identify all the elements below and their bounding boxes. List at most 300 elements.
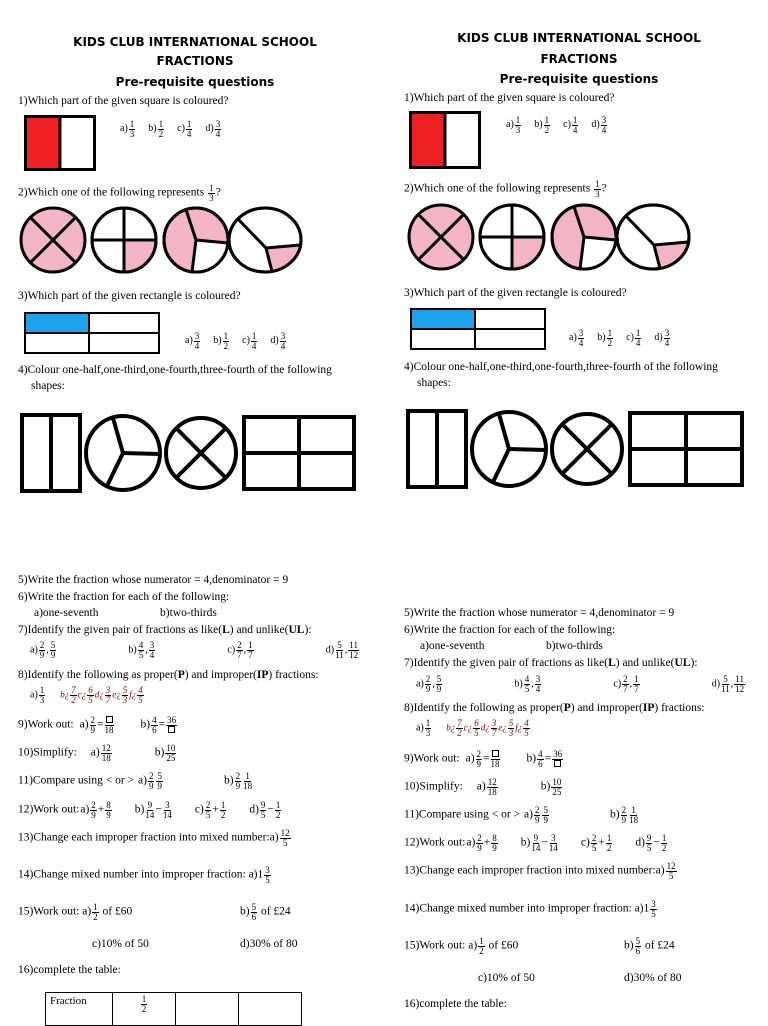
table-cell[interactable]: $\frac{1}{2}$ (113, 993, 176, 1026)
numerator: 1 (661, 833, 667, 843)
q4-text-line2: shapes: (417, 377, 451, 389)
q7-options (30, 641, 360, 659)
option-label: c) (580, 836, 590, 849)
numerator: 1 (220, 800, 226, 810)
q15-b: b) $\frac{5}{6}$ of £24 (624, 936, 675, 956)
q3-text: 3)Which part of the given rectangle is coloured? (404, 287, 627, 299)
q13: 13)Change each improper fraction into mixed number:a) $\frac{12}{5}$ (404, 861, 676, 881)
denominator: 5 (524, 683, 530, 694)
q1-option (148, 119, 165, 139)
denominator: 9 (436, 683, 442, 694)
q1-option (563, 115, 579, 135)
denominator: 2 (158, 128, 164, 139)
numerator: 9 (646, 833, 652, 843)
option-label: d¿ (94, 689, 104, 700)
numerator: 5 (50, 640, 56, 650)
q9 (18, 716, 178, 734)
denominator: 9 (534, 814, 540, 825)
fraction (101, 744, 112, 762)
option-label: a) (506, 119, 514, 131)
operator: + (212, 803, 219, 816)
numerator: 7 (71, 685, 76, 695)
fraction (236, 641, 243, 659)
option-label: d) (249, 803, 259, 816)
numerator: 7 (457, 718, 462, 728)
option-label: d) (270, 335, 279, 347)
denominator: 11 (721, 683, 730, 694)
answer-box (554, 760, 561, 769)
numerator: 3 (194, 331, 200, 341)
denominator: 7 (623, 683, 628, 694)
denominator: 9 (425, 683, 431, 694)
table-cell[interactable] (176, 993, 239, 1026)
fraction (138, 641, 145, 659)
q7-option (613, 675, 640, 693)
question-text: 12)Work out: (404, 836, 466, 849)
fraction (194, 332, 201, 350)
option-label: a) (416, 722, 424, 734)
numerator: 2 (425, 674, 431, 684)
fraction (456, 719, 463, 737)
fraction (523, 719, 530, 737)
subtitle: Pre-requisite questions (115, 75, 275, 89)
option-label: b¿ (60, 689, 70, 700)
q15-d: d)30% of 80 (240, 938, 298, 950)
q5-text: 5)Write the fraction whose numerator = 4,denominator = 9 (18, 574, 289, 586)
fraction (606, 834, 613, 852)
operator: − (267, 803, 274, 816)
option-label: d) (654, 332, 663, 344)
fraction (129, 120, 136, 138)
operator: − (653, 836, 660, 849)
separator: , (629, 678, 633, 690)
denominator: 6 (538, 758, 543, 769)
numerator: 12 (101, 743, 111, 753)
option-label: c) (177, 123, 185, 135)
denominator: 4 (194, 340, 200, 351)
q1-text: 1)Which part of the given square is coloured? (404, 92, 615, 104)
q3-text: 3)Which part of the given rectangle is coloured? (18, 290, 241, 302)
q6-b: b)two-thirds (160, 607, 217, 619)
option-label: d) (325, 644, 335, 656)
numerator: 2 (91, 800, 96, 810)
fraction (90, 801, 97, 819)
option-label: a) (138, 774, 147, 787)
numerator: 4 (138, 640, 144, 650)
numerator: 1 (251, 331, 257, 341)
operator: + (598, 836, 605, 849)
question-text: 10)Simplify: (18, 746, 77, 759)
numerator: 1 (158, 119, 164, 129)
fraction (223, 332, 230, 350)
fraction (476, 834, 483, 852)
denominator: 9 (91, 809, 96, 820)
fraction (552, 750, 563, 768)
separator: , (46, 644, 49, 656)
fraction (661, 834, 668, 852)
denominator: 9 (235, 780, 241, 791)
fraction (601, 116, 608, 134)
fraction (436, 675, 443, 693)
option-label: a) (30, 644, 38, 656)
question-text: 9)Work out: (18, 718, 74, 731)
numerator: 3 (165, 800, 170, 810)
q1-option (506, 115, 522, 135)
fraction (70, 686, 77, 704)
numerator: 1 (248, 640, 253, 650)
fraction (260, 801, 267, 819)
q1-square-figure (24, 115, 96, 171)
q8-options (30, 686, 145, 704)
denominator: 7 (491, 727, 497, 738)
fraction (145, 801, 154, 819)
numerator: 1 (634, 674, 639, 684)
q7-option (326, 641, 360, 659)
q3-options (185, 332, 299, 350)
fraction (491, 719, 498, 737)
q14: 14)Change mixed number into improper fraction: a)1 $\frac{3}{5}$ (404, 899, 656, 919)
option-label: c¿ (463, 722, 473, 733)
option-label: b) (540, 780, 551, 793)
denominator: 12 (349, 649, 359, 660)
fraction (251, 332, 258, 350)
q8-options (416, 719, 531, 737)
fraction (635, 329, 642, 347)
denominator: 14 (531, 842, 541, 853)
numerator: 2 (621, 805, 627, 815)
q10 (404, 778, 563, 796)
fraction (280, 332, 287, 350)
option-label: b) (520, 836, 531, 849)
numerator: 2 (90, 715, 96, 725)
worksheet-left (0, 0, 384, 1024)
denominator: 4 (578, 337, 584, 348)
numerator: 5 (157, 771, 162, 781)
option-label: e¿ (112, 689, 121, 700)
fraction (622, 675, 629, 693)
numerator: 9 (260, 800, 266, 810)
denominator: 4 (186, 128, 192, 139)
q6-a: a)one-seventh (420, 640, 485, 652)
option-label: a) (416, 678, 424, 690)
q7-option (30, 641, 57, 659)
option-label: d) (205, 123, 214, 135)
numerator: 5 (508, 718, 514, 728)
q4-shapes-figure (18, 412, 358, 494)
numerator: 2 (591, 833, 597, 843)
numerator: 1 (129, 119, 135, 129)
option-label: a) (524, 808, 533, 821)
numerator: 2 (148, 771, 154, 781)
q8-text: 8)Identify the following as proper(P) and improper(IP) fractions: (18, 669, 319, 681)
fraction (105, 716, 114, 734)
denominator: 2 (544, 124, 550, 135)
numerator: 11 (735, 674, 744, 684)
numerator: 4 (538, 749, 543, 759)
fraction (166, 716, 177, 734)
topic-title: FRACTIONS (540, 52, 618, 66)
table-cell[interactable] (239, 993, 302, 1026)
option-label: b) (128, 644, 137, 656)
fraction (425, 719, 432, 737)
q1-option (205, 119, 222, 139)
option-label: b) (134, 803, 145, 816)
fraction (629, 806, 638, 824)
fraction (39, 641, 46, 659)
fraction (721, 675, 730, 693)
denominator: 9 (50, 649, 56, 660)
fraction (165, 744, 176, 762)
numerator: 3 (551, 833, 556, 843)
numerator: 1 (631, 805, 636, 815)
option-label: a) (79, 718, 89, 731)
numerator: 1 (39, 685, 45, 695)
option-label: a) (120, 123, 128, 135)
fraction (535, 675, 542, 693)
separator: , (243, 644, 247, 656)
numerator: 3 (601, 115, 607, 125)
denominator: 5 (474, 727, 479, 738)
denominator: 18 (490, 758, 500, 769)
fraction (473, 719, 480, 737)
q5-text: 5)Write the fraction whose numerator = 4,denominator = 9 (404, 607, 675, 619)
denominator: 25 (552, 786, 562, 797)
q7-options (416, 675, 746, 693)
numerator: 4 (152, 715, 157, 725)
numerator: 12 (487, 777, 497, 787)
fraction (425, 675, 432, 693)
denominator: 2 (223, 340, 229, 351)
q3-option (626, 328, 642, 348)
denominator: 3 (129, 128, 135, 139)
numerator: 5 (543, 805, 548, 815)
q2-text: 2)Which one of the following represents $\frac{1}{3}$ ? (18, 183, 221, 203)
fraction (549, 834, 558, 852)
fraction (524, 675, 531, 693)
numerator: 2 (237, 640, 242, 650)
denominator: 18 (629, 814, 639, 825)
denominator: 3 (122, 694, 128, 705)
q6-text: 6)Write the fraction for each of the following: (18, 591, 230, 603)
q15-c: c)10% of 50 (92, 938, 149, 950)
denominator: 4 (572, 124, 578, 135)
option-label: b) (597, 332, 606, 344)
denominator: 2 (220, 809, 226, 820)
numerator: 5 (436, 674, 442, 684)
separator: , (145, 644, 148, 656)
numerator: 8 (106, 800, 111, 810)
fraction (156, 772, 163, 790)
option-label: b) (534, 119, 543, 131)
q1-option (591, 115, 608, 135)
numerator: 3 (215, 119, 221, 129)
denominator: 9 (106, 809, 111, 820)
option-label: c¿ (77, 689, 87, 700)
numerator: 2 (235, 771, 241, 781)
denominator: 7 (105, 694, 111, 705)
fraction (607, 329, 614, 347)
q2-circles-figure (404, 201, 694, 273)
answer-box (168, 726, 175, 735)
option-label: b) (148, 123, 157, 135)
option-label: a) (185, 335, 193, 347)
q7-option (712, 675, 746, 693)
option-label: a) (30, 689, 38, 701)
q1-text: 1)Which part of the given square is coloured? (18, 95, 229, 107)
q3-options (569, 329, 683, 347)
option-label: b) (514, 678, 523, 690)
numerator: 9 (147, 800, 153, 810)
fraction (508, 719, 515, 737)
denominator: 7 (634, 683, 639, 694)
numerator: 5 (122, 685, 128, 695)
denominator: 18 (487, 786, 497, 797)
numerator: 8 (492, 833, 497, 843)
denominator: 4 (251, 340, 257, 351)
q10 (18, 744, 177, 762)
school-name: KIDS CLUB INTERNATIONAL SCHOOL (457, 31, 701, 45)
fraction (734, 675, 745, 693)
numerator: 2 (534, 805, 540, 815)
denominator: 14 (145, 809, 155, 820)
option-label: a) (569, 332, 577, 344)
q2-text: 2)Which one of the following represents $\frac{1}{3}$ ? (404, 179, 607, 199)
denominator: 9 (39, 649, 45, 660)
fraction (534, 806, 541, 824)
fraction (220, 801, 227, 819)
denominator: 5 (88, 694, 93, 705)
numerator: 3 (664, 328, 670, 338)
q1-option (177, 119, 193, 139)
q3-option (597, 328, 614, 348)
option-label: d) (711, 678, 721, 690)
numerator: 1 (275, 800, 281, 810)
denominator: 5 (646, 842, 652, 853)
q11 (404, 806, 639, 824)
fraction (205, 801, 212, 819)
equals: = (544, 752, 552, 765)
fraction (646, 834, 653, 852)
fraction (335, 641, 344, 659)
q1-option (534, 115, 551, 135)
fraction (275, 801, 282, 819)
topic-title: FRACTIONS (156, 54, 234, 68)
option-label: f¿ (129, 689, 137, 700)
numerator: 4 (138, 685, 143, 695)
denominator: 18 (243, 780, 253, 791)
table-row-label: Fraction (46, 993, 113, 1026)
q7-option (128, 641, 156, 659)
denominator: 3 (508, 727, 514, 738)
q6-a: a)one-seventh (34, 607, 99, 619)
denominator: 9 (157, 780, 162, 791)
numerator: 3 (491, 718, 497, 728)
denominator: 4 (149, 649, 155, 660)
question-text: 9)Work out: (404, 752, 460, 765)
option-label: c) (227, 644, 236, 656)
option-label: b) (526, 752, 537, 765)
denominator: 4 (635, 337, 641, 348)
denominator: 2 (275, 809, 281, 820)
fraction (578, 329, 585, 347)
numerator: 9 (533, 833, 539, 843)
fraction (551, 778, 562, 796)
q11 (18, 772, 253, 790)
q16-table (45, 992, 302, 1026)
denominator: 18 (104, 724, 114, 735)
option-label: c) (563, 119, 571, 131)
equals: = (483, 752, 490, 765)
separator: , (531, 678, 534, 690)
fraction (105, 801, 112, 819)
separator: , (344, 644, 348, 656)
equals: = (97, 718, 104, 731)
numerator: 6 (474, 718, 479, 728)
denominator: 4 (601, 124, 607, 135)
q3-option (654, 328, 671, 348)
numerator: 10 (552, 777, 562, 787)
denominator: 4 (280, 340, 286, 351)
denominator: 3 (39, 694, 45, 705)
numerator: 2 (477, 833, 482, 843)
fraction (148, 772, 155, 790)
q12 (18, 801, 282, 819)
denominator: 2 (661, 842, 667, 853)
q7-option (227, 641, 254, 659)
fraction (243, 772, 252, 790)
q4-shapes-figure (404, 408, 748, 490)
q4-text-line1: 4)Colour one-half,one-third,one-fourth,three-fourth of the following (18, 364, 332, 376)
denominator: 2 (607, 337, 613, 348)
denominator: 5 (260, 809, 266, 820)
q3-option (185, 331, 201, 351)
denominator: 7 (237, 649, 242, 660)
fraction (149, 641, 156, 659)
numerator: 4 (524, 718, 529, 728)
option-label: c) (194, 803, 204, 816)
fraction (90, 716, 97, 734)
fraction (87, 686, 94, 704)
fraction (515, 116, 522, 134)
numerator: 36 (167, 715, 177, 725)
numerator: 5 (337, 640, 342, 650)
fraction (487, 778, 498, 796)
fraction (348, 641, 359, 659)
option-label: d¿ (480, 722, 490, 733)
operator: − (541, 836, 548, 849)
denominator: 12 (735, 683, 745, 694)
option-label: b¿ (446, 722, 456, 733)
q3-rectangle-figure (410, 308, 546, 350)
option-label: b) (223, 774, 234, 787)
q2-circles-figure (16, 205, 306, 275)
q3-option (213, 331, 230, 351)
numerator: 6 (88, 685, 93, 695)
q3-option (270, 331, 287, 351)
option-label: b) (140, 718, 151, 731)
fraction (158, 120, 165, 138)
denominator: 9 (621, 814, 627, 825)
operator: − (155, 803, 162, 816)
fraction (235, 772, 242, 790)
fraction (491, 750, 500, 768)
option-label: c) (626, 332, 634, 344)
answer-box (168, 726, 175, 733)
fraction (247, 641, 254, 659)
denominator: 3 (425, 727, 431, 738)
q14: 14)Change mixed number into improper fraction: a)1 $\frac{3}{5}$ (18, 865, 270, 885)
fraction (542, 806, 549, 824)
